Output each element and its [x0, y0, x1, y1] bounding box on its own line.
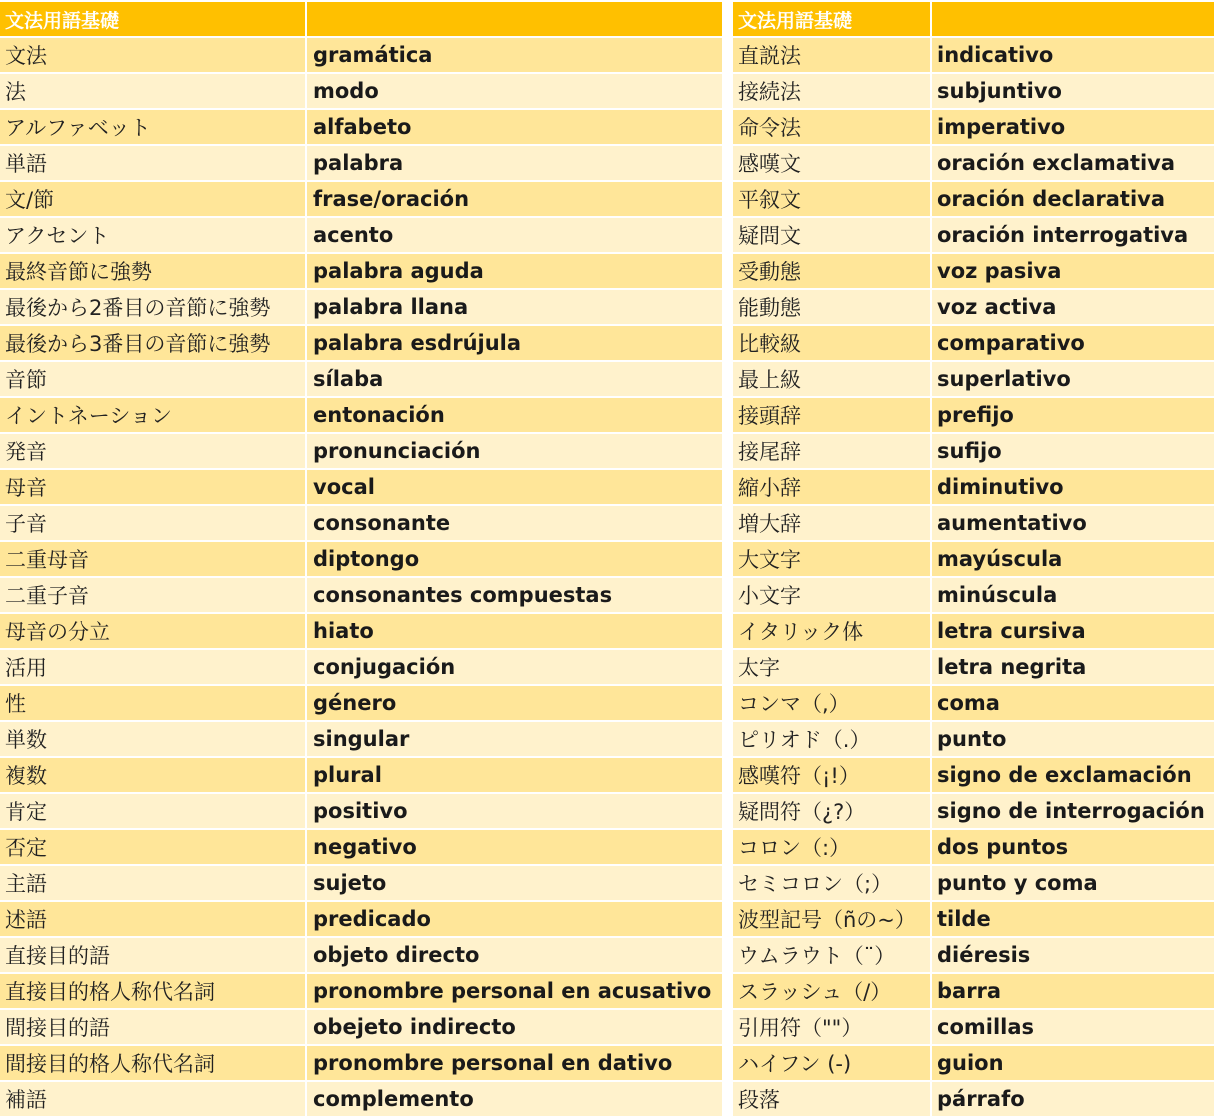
spanish-term: comparativo — [932, 326, 1214, 360]
japanese-term: セミコロン（;） — [733, 866, 930, 900]
japanese-term: ハイフン (-) — [733, 1046, 930, 1080]
table-row — [0, 180, 722, 216]
spanish-term: gramática — [307, 38, 722, 72]
header-empty — [932, 2, 1214, 36]
spanish-term: prefijo — [932, 398, 1214, 432]
spanish-term: sujeto — [307, 866, 722, 900]
japanese-term: 波型記号（ñの~） — [733, 902, 930, 936]
japanese-term: 最後から3番目の音節に強勢 — [0, 326, 305, 360]
table-row — [0, 864, 722, 900]
japanese-term: 活用 — [0, 650, 305, 684]
spanish-term: superlativo — [932, 362, 1214, 396]
japanese-term: 疑問文 — [733, 218, 930, 252]
japanese-term: 間接目的語 — [0, 1010, 305, 1044]
spanish-term: coma — [932, 686, 1214, 720]
header-title: 文法用語基礎 — [733, 2, 930, 36]
table-row — [733, 684, 1214, 720]
table-row — [0, 216, 722, 252]
table-row — [733, 612, 1214, 648]
japanese-term: 太字 — [733, 650, 930, 684]
spanish-term: vocal — [307, 470, 722, 504]
japanese-term: 二重子音 — [0, 578, 305, 612]
japanese-term: 複数 — [0, 758, 305, 792]
spanish-term: alfabeto — [307, 110, 722, 144]
table-row — [0, 756, 722, 792]
spanish-term: negativo — [307, 830, 722, 864]
table-row — [733, 504, 1214, 540]
table-row — [0, 144, 722, 180]
japanese-term: 文/節 — [0, 182, 305, 216]
spanish-term: palabra — [307, 146, 722, 180]
header-title: 文法用語基礎 — [0, 2, 305, 36]
table-row — [733, 900, 1214, 936]
japanese-term: 述語 — [0, 902, 305, 936]
table-row — [733, 576, 1214, 612]
table-row — [733, 288, 1214, 324]
table-row — [733, 396, 1214, 432]
spanish-term: modo — [307, 74, 722, 108]
table-row — [733, 252, 1214, 288]
spanish-term: minúscula — [932, 578, 1214, 612]
spanish-term: punto y coma — [932, 866, 1214, 900]
spanish-term: género — [307, 686, 722, 720]
table-header — [0, 0, 722, 36]
spanish-term: mayúscula — [932, 542, 1214, 576]
table-row — [733, 36, 1214, 72]
spanish-term: palabra llana — [307, 290, 722, 324]
japanese-term: スラッシュ（/） — [733, 974, 930, 1008]
spanish-term: letra negrita — [932, 650, 1214, 684]
spanish-term: diminutivo — [932, 470, 1214, 504]
spanish-term: plural — [307, 758, 722, 792]
japanese-term: 最終音節に強勢 — [0, 254, 305, 288]
japanese-term: 感嘆符（¡!） — [733, 758, 930, 792]
spanish-term: punto — [932, 722, 1214, 756]
japanese-term: 大文字 — [733, 542, 930, 576]
japanese-term: イントネーション — [0, 398, 305, 432]
japanese-term: 法 — [0, 74, 305, 108]
spanish-term: hiato — [307, 614, 722, 648]
japanese-term: 受動態 — [733, 254, 930, 288]
japanese-term: 感嘆文 — [733, 146, 930, 180]
japanese-term: アクセント — [0, 218, 305, 252]
japanese-term: 二重母音 — [0, 542, 305, 576]
spanish-term: pronombre personal en dativo — [307, 1046, 722, 1080]
spanish-term: oración exclamativa — [932, 146, 1214, 180]
japanese-term: 肯定 — [0, 794, 305, 828]
spanish-term: palabra esdrújula — [307, 326, 722, 360]
table-row — [0, 468, 722, 504]
grammar-table-right — [733, 0, 1214, 1116]
table-row — [0, 720, 722, 756]
table-row — [733, 1044, 1214, 1080]
japanese-term: 音節 — [0, 362, 305, 396]
japanese-term: 比較級 — [733, 326, 930, 360]
table-row — [733, 324, 1214, 360]
japanese-term: アルファベット — [0, 110, 305, 144]
japanese-term: 小文字 — [733, 578, 930, 612]
spanish-term: signo de exclamación — [932, 758, 1214, 792]
japanese-term: 段落 — [733, 1082, 930, 1116]
spanish-term: aumentativo — [932, 506, 1214, 540]
spanish-term: consonantes compuestas — [307, 578, 722, 612]
spanish-term: voz pasiva — [932, 254, 1214, 288]
japanese-term: コロン（:） — [733, 830, 930, 864]
spanish-term: diéresis — [932, 938, 1214, 972]
spanish-term: imperativo — [932, 110, 1214, 144]
table-header — [733, 0, 1214, 36]
japanese-term: 子音 — [0, 506, 305, 540]
japanese-term: 直説法 — [733, 38, 930, 72]
spanish-term: acento — [307, 218, 722, 252]
table-row — [733, 216, 1214, 252]
table-row — [0, 1044, 722, 1080]
table-row — [733, 180, 1214, 216]
table-row — [0, 612, 722, 648]
table-row — [733, 792, 1214, 828]
table-row — [0, 972, 722, 1008]
japanese-term: 命令法 — [733, 110, 930, 144]
japanese-term: ピリオド（.） — [733, 722, 930, 756]
spanish-term: voz activa — [932, 290, 1214, 324]
table-row — [0, 288, 722, 324]
spanish-term: complemento — [307, 1082, 722, 1116]
spanish-term: tilde — [932, 902, 1214, 936]
table-row — [733, 468, 1214, 504]
japanese-term: 引用符（""） — [733, 1010, 930, 1044]
spanish-term: consonante — [307, 506, 722, 540]
table-row — [733, 756, 1214, 792]
table-row — [733, 1008, 1214, 1044]
spanish-term: comillas — [932, 1010, 1214, 1044]
table-row — [0, 828, 722, 864]
japanese-term: 発音 — [0, 434, 305, 468]
table-row — [733, 864, 1214, 900]
japanese-term: 補語 — [0, 1082, 305, 1116]
japanese-term: 間接目的格人称代名詞 — [0, 1046, 305, 1080]
japanese-term: 直接目的語 — [0, 938, 305, 972]
table-row — [733, 540, 1214, 576]
spanish-term: barra — [932, 974, 1214, 1008]
table-row — [0, 72, 722, 108]
table-row — [0, 360, 722, 396]
table-row — [0, 792, 722, 828]
japanese-term: 最後から2番目の音節に強勢 — [0, 290, 305, 324]
spanish-term: objeto directo — [307, 938, 722, 972]
japanese-term: 疑問符（¿?） — [733, 794, 930, 828]
table-row — [733, 1080, 1214, 1116]
table-row — [0, 900, 722, 936]
table-row — [0, 36, 722, 72]
japanese-term: コンマ（,） — [733, 686, 930, 720]
spanish-term: predicado — [307, 902, 722, 936]
japanese-term: 増大辞 — [733, 506, 930, 540]
japanese-term: 性 — [0, 686, 305, 720]
spanish-term: sílaba — [307, 362, 722, 396]
table-row — [733, 360, 1214, 396]
table-row — [733, 972, 1214, 1008]
table-row — [0, 504, 722, 540]
spanish-term: guion — [932, 1046, 1214, 1080]
spanish-term: oración interrogativa — [932, 218, 1214, 252]
table-row — [733, 936, 1214, 972]
spanish-term: entonación — [307, 398, 722, 432]
table-row — [733, 144, 1214, 180]
japanese-term: 否定 — [0, 830, 305, 864]
spanish-term: obejeto indirecto — [307, 1010, 722, 1044]
table-row — [733, 720, 1214, 756]
japanese-term: 母音の分立 — [0, 614, 305, 648]
table-row — [0, 324, 722, 360]
table-row — [733, 72, 1214, 108]
spanish-term: sufijo — [932, 434, 1214, 468]
spanish-term: pronunciación — [307, 434, 722, 468]
japanese-term: 能動態 — [733, 290, 930, 324]
spanish-term: párrafo — [932, 1082, 1214, 1116]
japanese-term: 最上級 — [733, 362, 930, 396]
spanish-term: conjugación — [307, 650, 722, 684]
japanese-term: 接続法 — [733, 74, 930, 108]
japanese-term: 単語 — [0, 146, 305, 180]
spanish-term: positivo — [307, 794, 722, 828]
table-row — [0, 540, 722, 576]
table-row — [733, 108, 1214, 144]
japanese-term: 文法 — [0, 38, 305, 72]
japanese-term: ウムラウト（¨） — [733, 938, 930, 972]
japanese-term: 平叙文 — [733, 182, 930, 216]
spanish-term: letra cursiva — [932, 614, 1214, 648]
spanish-term: dos puntos — [932, 830, 1214, 864]
japanese-term: 直接目的格人称代名詞 — [0, 974, 305, 1008]
table-row — [0, 684, 722, 720]
table-row — [0, 1008, 722, 1044]
japanese-term: 接尾辞 — [733, 434, 930, 468]
table-row — [0, 1080, 722, 1116]
spanish-term: pronombre personal en acusativo — [307, 974, 722, 1008]
japanese-term: イタリック体 — [733, 614, 930, 648]
spanish-term: signo de interrogación — [932, 794, 1214, 828]
spanish-term: frase/oración — [307, 182, 722, 216]
japanese-term: 単数 — [0, 722, 305, 756]
table-row — [0, 108, 722, 144]
table-row — [733, 828, 1214, 864]
japanese-term: 接頭辞 — [733, 398, 930, 432]
spanish-term: oración declarativa — [932, 182, 1214, 216]
table-row — [733, 648, 1214, 684]
table-row — [0, 648, 722, 684]
spanish-term: palabra aguda — [307, 254, 722, 288]
spanish-term: subjuntivo — [932, 74, 1214, 108]
japanese-term: 母音 — [0, 470, 305, 504]
table-row — [0, 252, 722, 288]
table-row — [733, 432, 1214, 468]
table-row — [0, 432, 722, 468]
header-empty — [307, 2, 722, 36]
spanish-term: indicativo — [932, 38, 1214, 72]
japanese-term: 縮小辞 — [733, 470, 930, 504]
table-row — [0, 576, 722, 612]
spanish-term: diptongo — [307, 542, 722, 576]
spanish-term: singular — [307, 722, 722, 756]
table-row — [0, 936, 722, 972]
japanese-term: 主語 — [0, 866, 305, 900]
table-row — [0, 396, 722, 432]
